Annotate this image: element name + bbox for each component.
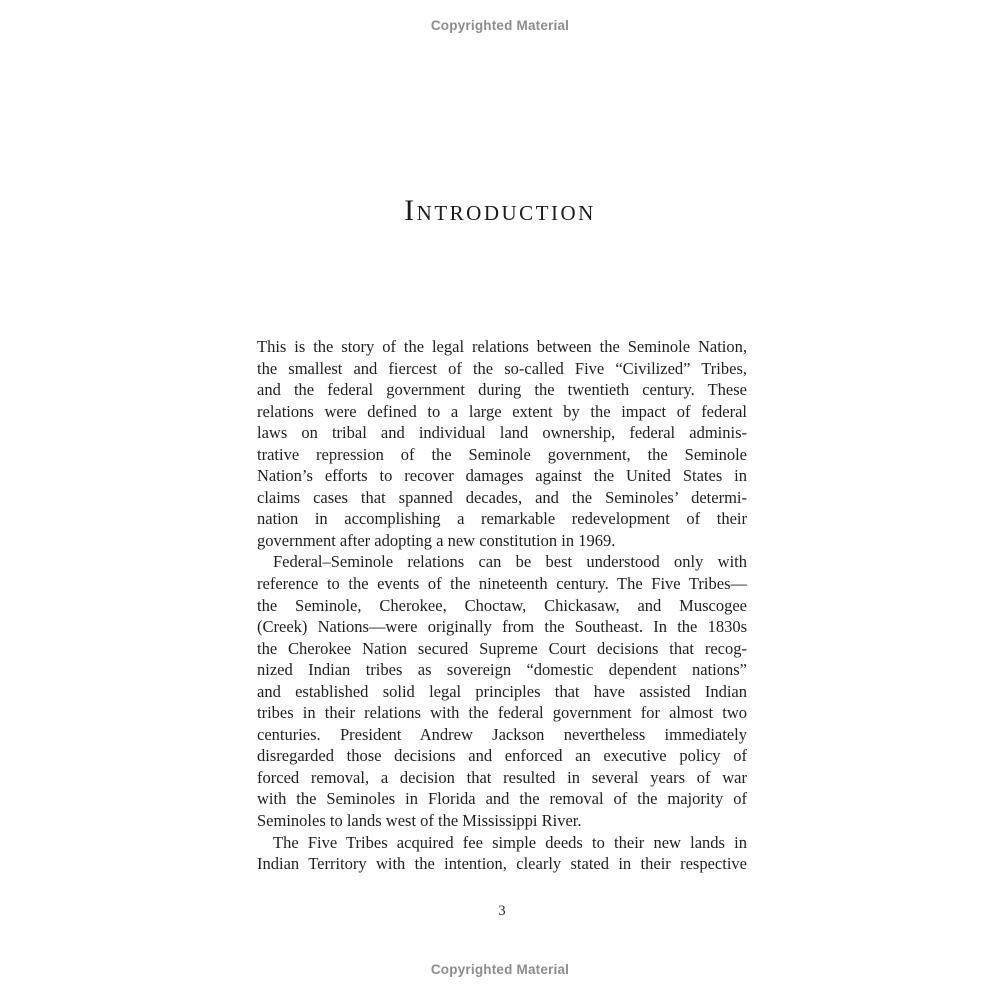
text-line: The Five Tribes acquired fee simple deeds to their new lands in (273, 832, 747, 852)
body-text (257, 336, 747, 875)
text-line: the Cherokee Nation secured Supreme Court decisions that recog- (257, 638, 747, 658)
text-line: the smallest and fiercest of the so-called Five “Civilized” Tribes, (257, 358, 747, 378)
text-line: nized Indian tribes as sovereign “domestic dependent nations” (257, 660, 747, 680)
text-line: tribes in their relations with the federal government for almost two (257, 703, 747, 723)
text-line: with the Seminoles in Florida and the removal of the majority of (257, 789, 747, 809)
text-line: relations were defined to a large extent by the impact of federal (257, 401, 747, 421)
text-line: reference to the events of the nineteenth century. The Five Tribes— (257, 574, 747, 594)
text-line: Federal–Seminole relations can be best understood only with (273, 552, 747, 572)
text-line: Seminoles to lands west of the Mississippi River. (257, 811, 582, 831)
text-line: and established solid legal principles that have assisted Indian (257, 681, 747, 701)
text-line: nation in accomplishing a remarkable redevelopment of their (257, 509, 747, 529)
text-line: Nation’s efforts to recover damages against the United States in (257, 466, 747, 486)
chapter-title: Introduction (404, 194, 596, 227)
text-line: (Creek) Nations—were originally from the Southeast. In the 1830s (257, 617, 747, 637)
paragraph (257, 551, 747, 831)
text-line: Indian Territory with the intention, clearly stated in their respective (257, 854, 747, 874)
text-line: disregarded those decisions and enforced an executive policy of (257, 746, 747, 766)
text-line: trative repression of the Seminole government, the Seminole (257, 444, 747, 464)
paragraph (257, 832, 747, 875)
text-line: centuries. President Andrew Jackson nevertheless immediately (257, 724, 747, 744)
copyright-watermark-bottom: Copyrighted Material (430, 962, 570, 977)
text-line: claims cases that spanned decades, and the Seminoles’ determi- (257, 487, 747, 507)
text-line: laws on tribal and individual land ownership, federal adminis- (257, 423, 747, 443)
text-line: government after adopting a new constitution in 1969. (257, 530, 616, 550)
text-line: and the federal government during the twentieth century. These (257, 380, 747, 400)
text-line: forced removal, a decision that resulted in several years of war (257, 767, 747, 787)
text-line: the Seminole, Cherokee, Choctaw, Chickasaw, and Muscogee (257, 595, 747, 615)
paragraph (257, 336, 747, 551)
copyright-watermark-top: Copyrighted Material (430, 18, 570, 33)
text-line: This is the story of the legal relations between the Seminole Nation, (257, 337, 747, 356)
page-number: 3 (498, 903, 506, 919)
